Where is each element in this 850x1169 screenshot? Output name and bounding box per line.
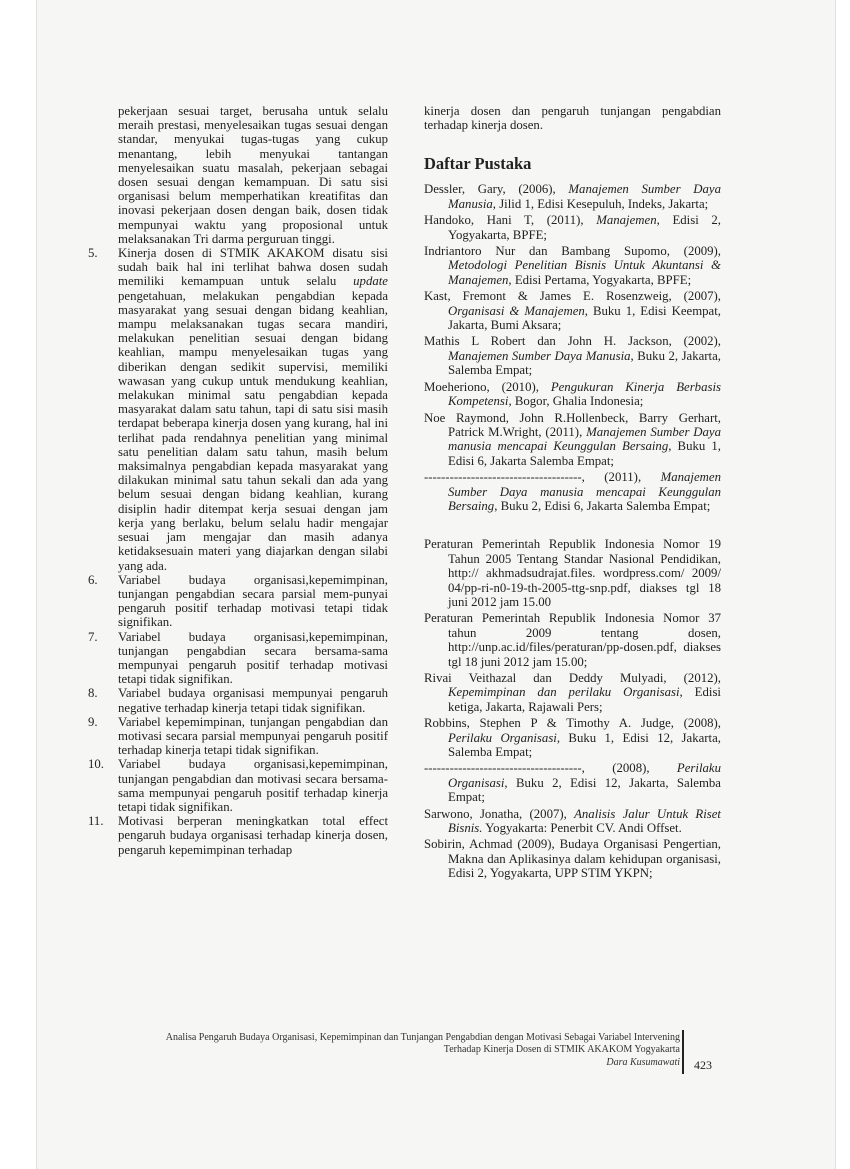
reference-entry: Rivai Veithazal dan Deddy Mulyadi, (2012), Kepemimpinan dan perilaku Organisasi, Edisi ketiga, Jakarta, Rajawali Pers; [424, 671, 721, 714]
item-number: 7. [88, 629, 98, 644]
reference-entry: Peraturan Pemerintah Republik Indonesia Nomor 19 Tahun 2005 Tentang Standar Nasional Pendidikan, http:// akhmadsudrajat.files. wordpress.com/ 2009/ 04/pp-ri-n0-19-th-2005-ttg-snp.pdf, diakses tgl 18 juni 2012 jam 15.00 [424, 537, 721, 609]
running-footer [100, 1032, 680, 1069]
reference-entry: Sarwono, Jonatha, (2007), Analisis Jalur Untuk Riset Bisnis. Yogyakarta: Penerbit CV. Andi Offset. [424, 806, 721, 836]
reference-entry: Peraturan Pemerintah Republik Indonesia Nomor 37 tahun 2009 tentang dosen, http://unp.ac.id/files/peraturan/pp-dosen.pdf, diakses tgl 18 juni 2012 jam 15.00; [424, 611, 721, 669]
list-item [88, 686, 388, 714]
item-number: 11. [88, 814, 104, 829]
footer-author: Dara Kusumawati [606, 1056, 680, 1068]
continuation-text: kinerja dosen dan pengaruh tunjangan pengabdian terhadap kinerja dosen. [424, 104, 721, 133]
reference-entry: -------------------------------------, (2011), Manajemen Sumber Daya manusia mencapai Keunggulan Bersaing, Buku 2, Edisi 6, Jakarta Salemba Empat; [424, 470, 721, 513]
intro-paragraph: pekerjaan sesuai target, berusaha untuk selalu meraih prestasi, menyelesaikan tugas sesuai dengan standar, menyukai tugas-tugas yang cukup menantang, lebih menyukai tantangan menyelesaikan suatu masalah, pekerjaan sebagai dosen sesuai dengan kemampuan. Di satu sisi organisasi belum memperhatikan kreatifitas dan inovasi pekerjaan dosen dengan baik, dosen tidak mempunyai waktu yang proposional untuk melaksanakan Tri darma perguruan tinggi. [118, 104, 388, 246]
item-text: Variabel budaya organisasi,kepemimpinan, tunjangan pengabdian dan motivasi secara bersama-sama mempunyai pengaruh positif terhadap kinerja tetapi tidak signifikan. [118, 757, 388, 814]
list-item [88, 630, 388, 687]
reference-entry: Sobirin, Achmad (2009), Budaya Organisasi Pengertian, Makna dan Aplikasinya dalam kehidupan organisasi, Edisi 2, Yogyakarta, UPP STIM YKPN; [424, 837, 721, 881]
footer-title-line1: Analisa Pengaruh Budaya Organisasi, Kepemimpinan dan Tunjangan Pengabdian dengan Motivasi Sebagai Variabel Intervening [165, 1032, 680, 1043]
footer-title-line2: Terhadap Kinerja Dosen di STMIK AKAKOM Yogyakarta [443, 1044, 680, 1056]
list-item [88, 814, 388, 857]
item-number: 9. [88, 714, 98, 729]
reference-entry: Robbins, Stephen P & Timothy A. Judge, (2008), Perilaku Organisasi, Buku 1, Edisi 12, Jakarta, Salemba Empat; [424, 716, 721, 760]
list-item [88, 715, 388, 758]
left-column [88, 104, 388, 857]
item-number: 6. [88, 572, 98, 587]
reference-entry: Handoko, Hani T, (2011), Manajemen, Edisi 2, Yogyakarta, BPFE; [424, 213, 721, 242]
reference-entry: Kast, Fremont & James E. Rosenzweig, (2007), Organisasi & Manajemen, Buku 1, Edisi Keempat, Jakarta, Bumi Aksara; [424, 289, 721, 333]
item-number: 8. [88, 686, 98, 701]
item-text: Variabel budaya organisasi,kepemimpinan, tunjangan pengabdian secara bersama-sama mempunyai pengaruh positif terhadap motivasi tetapi tidak signifikan. [118, 629, 388, 687]
page-edge-left [0, 0, 37, 1169]
reference-entry: Mathis L Robert dan John H. Jackson, (2002), Manajemen Sumber Daya Manusia, Buku 2, Jakarta, Salemba Empat; [424, 334, 721, 378]
reference-list [424, 182, 721, 880]
item-text: Kinerja dosen di STMIK AKAKOM disatu sisi sudah baik hal ini terlihat bahwa dosen sudah memiliki kemampuan untuk selalu update pengetahuan, melakukan pengabdian kepada masyarakat yang sesuai dengan bidang keahlian, mampu melaksanakan tugas secara mandiri, melakukan penelitian sesuai dengan bidang keahlian, mampu menyelesaikan tugas yang diberikan dengan sedikit supervisi, memiliki wawasan yang cukup untuk mendukung keahlian, melakukan minimal satu pengabdian kepada masyarakat dalam satu tahun, tapi di satu sisi masih terdapat beberapa kinerja dosen yang kurang, hal ini terlihat pada rendahnya penelitian yang minimal satu penelitian dalam satu tahun, masih belum maksimalnya pengabdian kepada masyarakat yang dilakukan minimal satu tahun sekali dan ada yang belum sesuai dengan bidang keahlian, kurang disiplin hadir ditempat kerja sesuai dengan jam kerja yang berlaku, belum selalu hadir mengajar sesuai jam mengajar dan masih adanya ketidaksesuain materi yang diajarkan dengan silabi yang ada. [118, 246, 388, 573]
reference-entry: -------------------------------------, (2008), Perilaku Organisasi, Buku 2, Edisi 12, Jakarta, Salemba Empat; [424, 761, 721, 805]
reference-entry: Moeheriono, (2010), Pengukuran Kinerja Berbasis Kompetensi, Bogor, Ghalia Indonesia; [424, 379, 721, 409]
reference-entry: Dessler, Gary, (2006), Manajemen Sumber Daya Manusia, Jilid 1, Edisi Kesepuluh, Indeks, Jakarta; [424, 182, 721, 211]
right-column [424, 104, 721, 883]
item-text: Variabel kepemimpinan, tunjangan pengabdian dan motivasi secara parsial mempunyai pengaruh positif terhadap kinerja tetapi tidak signifikan. [118, 714, 388, 758]
item-text: Variabel budaya organisasi mempunyai pengaruh negative terhadap kinerja tetapi tidak signifikan. [118, 686, 388, 715]
reference-gap [424, 515, 721, 537]
item-number: 10. [88, 757, 104, 772]
page-edge-right [835, 0, 850, 1169]
reference-entry: Noe Raymond, John R.Hollenbeck, Barry Gerhart, Patrick M.Wright, (2011), Manajemen Sumber Daya manusia mencapai Keunggulan Bersaing, Buku 1, Edisi 6, Jakarta Salemba Empat; [424, 410, 722, 468]
page-number: 423 [694, 1058, 712, 1072]
reference-entry: Indriantoro Nur dan Bambang Supomo, (2009), Metodologi Penelitian Bisnis Untuk Akuntansi & Manajemen, Edisi Pertama, Yogyakarta, BPFE; [424, 244, 721, 287]
list-item [88, 246, 388, 573]
item-text: Motivasi berperan meningkatkan total effect pengaruh budaya organisasi terhadap kinerja dosen, pengaruh kepemimpinan terhadap [118, 814, 388, 857]
list-item [88, 757, 388, 814]
footer-divider [682, 1030, 684, 1074]
item-text: Variabel budaya organisasi,kepemimpinan, tunjangan pengabdian secara parsial mem-punyai pengaruh positif terhadap motivasi tetapi tidak signifikan. [118, 572, 388, 630]
references-heading: Daftar Pustaka [424, 154, 532, 174]
item-number: 5. [88, 246, 98, 261]
list-item [88, 573, 388, 630]
